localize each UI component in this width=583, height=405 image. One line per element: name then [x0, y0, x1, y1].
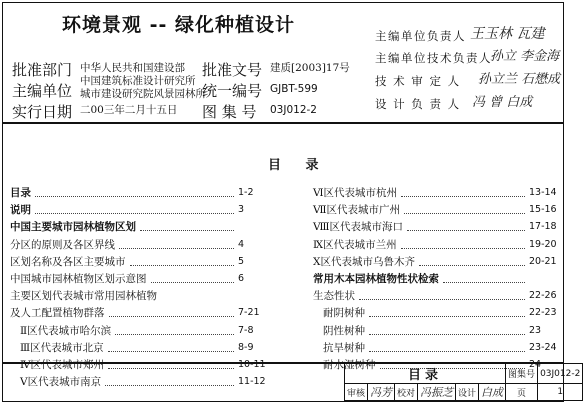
toc-entry — [10, 304, 272, 321]
design-signature: 冯 曾 白成 — [472, 95, 533, 110]
toc-entry-page: 20-21 — [529, 255, 557, 267]
toc-entry-page: 15-16 — [529, 204, 557, 216]
toc-entry-label: Ⅹ区代表城市乌鲁木齐 — [313, 255, 415, 268]
toc-entry — [10, 236, 272, 253]
toc-entry-label: 常用木本园林植物性状检索 — [313, 273, 439, 285]
atlas-no-value: 03J012-2 — [270, 104, 317, 116]
toc-entry-leader — [109, 308, 235, 317]
toc-entry — [313, 184, 563, 201]
toc-entry-label: 阴性树种 — [323, 324, 365, 337]
toc-entry — [20, 356, 272, 373]
toc-entry — [20, 373, 272, 390]
design-label: 设 计 负 责 人 — [375, 97, 461, 111]
toc-entry-page: 13-14 — [529, 187, 557, 198]
toc-entry-leader — [359, 291, 525, 300]
editor-unit-value-2: 城市建设研究院风景园林所 — [80, 88, 206, 100]
toc-entry-leader — [404, 205, 525, 214]
toc-entry-page: 6 — [238, 273, 245, 284]
toc-entry-leader — [419, 257, 525, 266]
unified-no-label: 统一编号 — [202, 82, 263, 100]
toc-entry-leader — [443, 274, 525, 283]
toc-entry-label: Ⅶ区代表城市广州 — [313, 204, 401, 217]
toc-entry-label: Ⅲ区代表城市北京 — [20, 341, 104, 354]
toc-entry-leader — [401, 188, 525, 197]
title-block-design-label: 设计 — [456, 384, 479, 401]
impl-date-label: 实行日期 — [12, 103, 73, 121]
title-block-page-label: 页 — [506, 384, 538, 401]
toc-entry — [313, 253, 563, 270]
toc-entry-label: 中国城市园林植物区划示意图 — [10, 273, 147, 285]
toc-entry-label: Ⅱ区代表城市哈尔滨 — [20, 324, 112, 337]
title-block-review-label: 审核 — [345, 384, 368, 401]
toc-entry — [323, 322, 563, 339]
toc-entry-leader — [369, 308, 525, 317]
toc-entry-leader — [151, 274, 235, 283]
toc-entry-page: 23-24 — [529, 341, 557, 353]
toc-entry-page: 23 — [529, 324, 542, 336]
toc-entry-label: 及人工配置植物群落 — [10, 307, 105, 320]
toc-entry-label: Ⅳ区代表城市郑州 — [20, 359, 104, 371]
toc-entry-leader — [119, 240, 234, 249]
toc-entry — [313, 270, 563, 287]
toc-entry-page: 4 — [238, 238, 245, 250]
review-signature: 孙立兰 石懋成 — [478, 72, 561, 87]
editor-unit-value-1: 中国建筑标准设计研究所 — [80, 75, 196, 87]
toc-entry-page: 10-11 — [238, 359, 266, 370]
toc-entry — [10, 253, 272, 270]
toc-entry-leader — [161, 292, 234, 300]
toc-entry-page: 24 — [529, 359, 542, 370]
toc-entry-page: 22-26 — [529, 290, 557, 302]
title-block-page-value: 1 — [538, 384, 583, 401]
toc-entry-page: 17-18 — [529, 221, 557, 233]
header-divider — [2, 122, 564, 124]
title-block-atlas-label: 图集号 — [506, 364, 538, 384]
approval-dept-value: 中华人民共和国建设部 — [80, 62, 185, 74]
chief-editor-signature: 王玉林 瓦建 — [470, 26, 545, 42]
toc-entry — [313, 218, 563, 235]
toc-entry-label: Ⅵ区代表城市杭州 — [313, 187, 398, 199]
toc-entry — [10, 201, 272, 218]
title-block-check-signature: 冯振芝 — [418, 384, 456, 401]
title-block-design-signature: 白成 — [479, 384, 506, 401]
chief-tech-label: 主编单位技术负责人 — [375, 51, 492, 65]
toc-entry-label: 区划名称及各区主要城市 — [10, 255, 126, 268]
toc-entry-label: 主要区划代表城市常用园林植物 — [10, 290, 157, 303]
chief-editor-label: 主编单位负责人 — [375, 29, 466, 43]
title-block-title: 目录 — [345, 364, 506, 384]
toc-entry-label: 说明 — [10, 204, 31, 217]
toc-entry-page: 8-9 — [238, 341, 254, 353]
toc-entry — [20, 322, 272, 339]
toc-entry-page: 1-2 — [238, 187, 254, 198]
toc-entry-page: 22-23 — [529, 307, 557, 319]
toc-entry — [10, 184, 272, 201]
toc-entry — [313, 287, 563, 304]
toc-entry-leader — [35, 205, 234, 214]
toc-heading: 目 录 — [268, 158, 329, 173]
toc-entry-leader — [108, 343, 234, 352]
approval-doc-label: 批准文号 — [202, 61, 263, 79]
toc-entry-leader — [130, 257, 235, 266]
toc-entry-label: 分区的原则及各区界线 — [10, 238, 115, 251]
toc-entry-page: 7-8 — [238, 324, 254, 336]
impl-date-value: 二00三年二月十五日 — [80, 104, 178, 116]
toc-entry-label: Ⅴ区代表城市南京 — [20, 376, 102, 389]
toc-entry — [20, 339, 272, 356]
unified-no-value: GJBT-599 — [270, 83, 318, 95]
toc-entry-leader — [401, 240, 525, 249]
toc-entry-label: 抗旱树种 — [323, 341, 365, 354]
toc-entry-page: 3 — [238, 204, 245, 216]
approval-dept-label: 批准部门 — [12, 61, 73, 79]
toc-entry-label: 耐水湿树种 — [323, 359, 376, 371]
toc-entry — [313, 201, 563, 218]
toc-entry-leader — [105, 377, 234, 386]
toc-entry — [323, 339, 563, 356]
toc-entry-label: Ⅷ区代表城市海口 — [313, 221, 404, 234]
toc-entry-label: 生态性状 — [313, 290, 355, 303]
toc-entry-page: 5 — [238, 255, 245, 267]
toc-entry-leader — [407, 222, 525, 231]
toc-entry-label: 耐阴树种 — [323, 307, 365, 320]
title-block-review-signature: 冯芳 — [368, 384, 395, 401]
toc-entry-leader — [369, 343, 525, 352]
toc-entry-page: 11-12 — [238, 376, 266, 388]
page-title: 环境景观 -- 绿化种植设计 — [62, 14, 296, 36]
title-block — [344, 363, 583, 401]
toc-entry-page: 7-21 — [238, 307, 260, 319]
toc-entry — [10, 287, 272, 304]
toc-entry-leader — [35, 188, 234, 197]
toc-entry-page: 19-20 — [529, 238, 557, 250]
toc-entry — [10, 270, 272, 287]
toc-entry — [10, 218, 272, 235]
editor-unit-label: 主编单位 — [12, 82, 73, 100]
atlas-no-label: 图 集 号 — [202, 103, 257, 121]
approval-doc-value: 建质[2003]17号 — [270, 62, 350, 74]
toc-entry-leader — [369, 326, 525, 335]
toc-entry-leader — [140, 222, 234, 231]
toc-entry-leader — [115, 326, 234, 335]
toc-entry — [313, 236, 563, 253]
toc-entry-label: 目录 — [10, 187, 31, 199]
review-label: 技 术 审 定 人 — [375, 74, 461, 88]
toc-entry-label: 中国主要城市园林植物区划 — [10, 221, 136, 234]
title-block-atlas-value: 03J012-2 — [538, 364, 583, 384]
toc-entry-label: Ⅸ区代表城市兰州 — [313, 238, 397, 251]
title-block-check-label: 校对 — [395, 384, 418, 401]
toc-entry — [323, 304, 563, 321]
chief-tech-signature: 孙立 李金海 — [490, 49, 560, 64]
